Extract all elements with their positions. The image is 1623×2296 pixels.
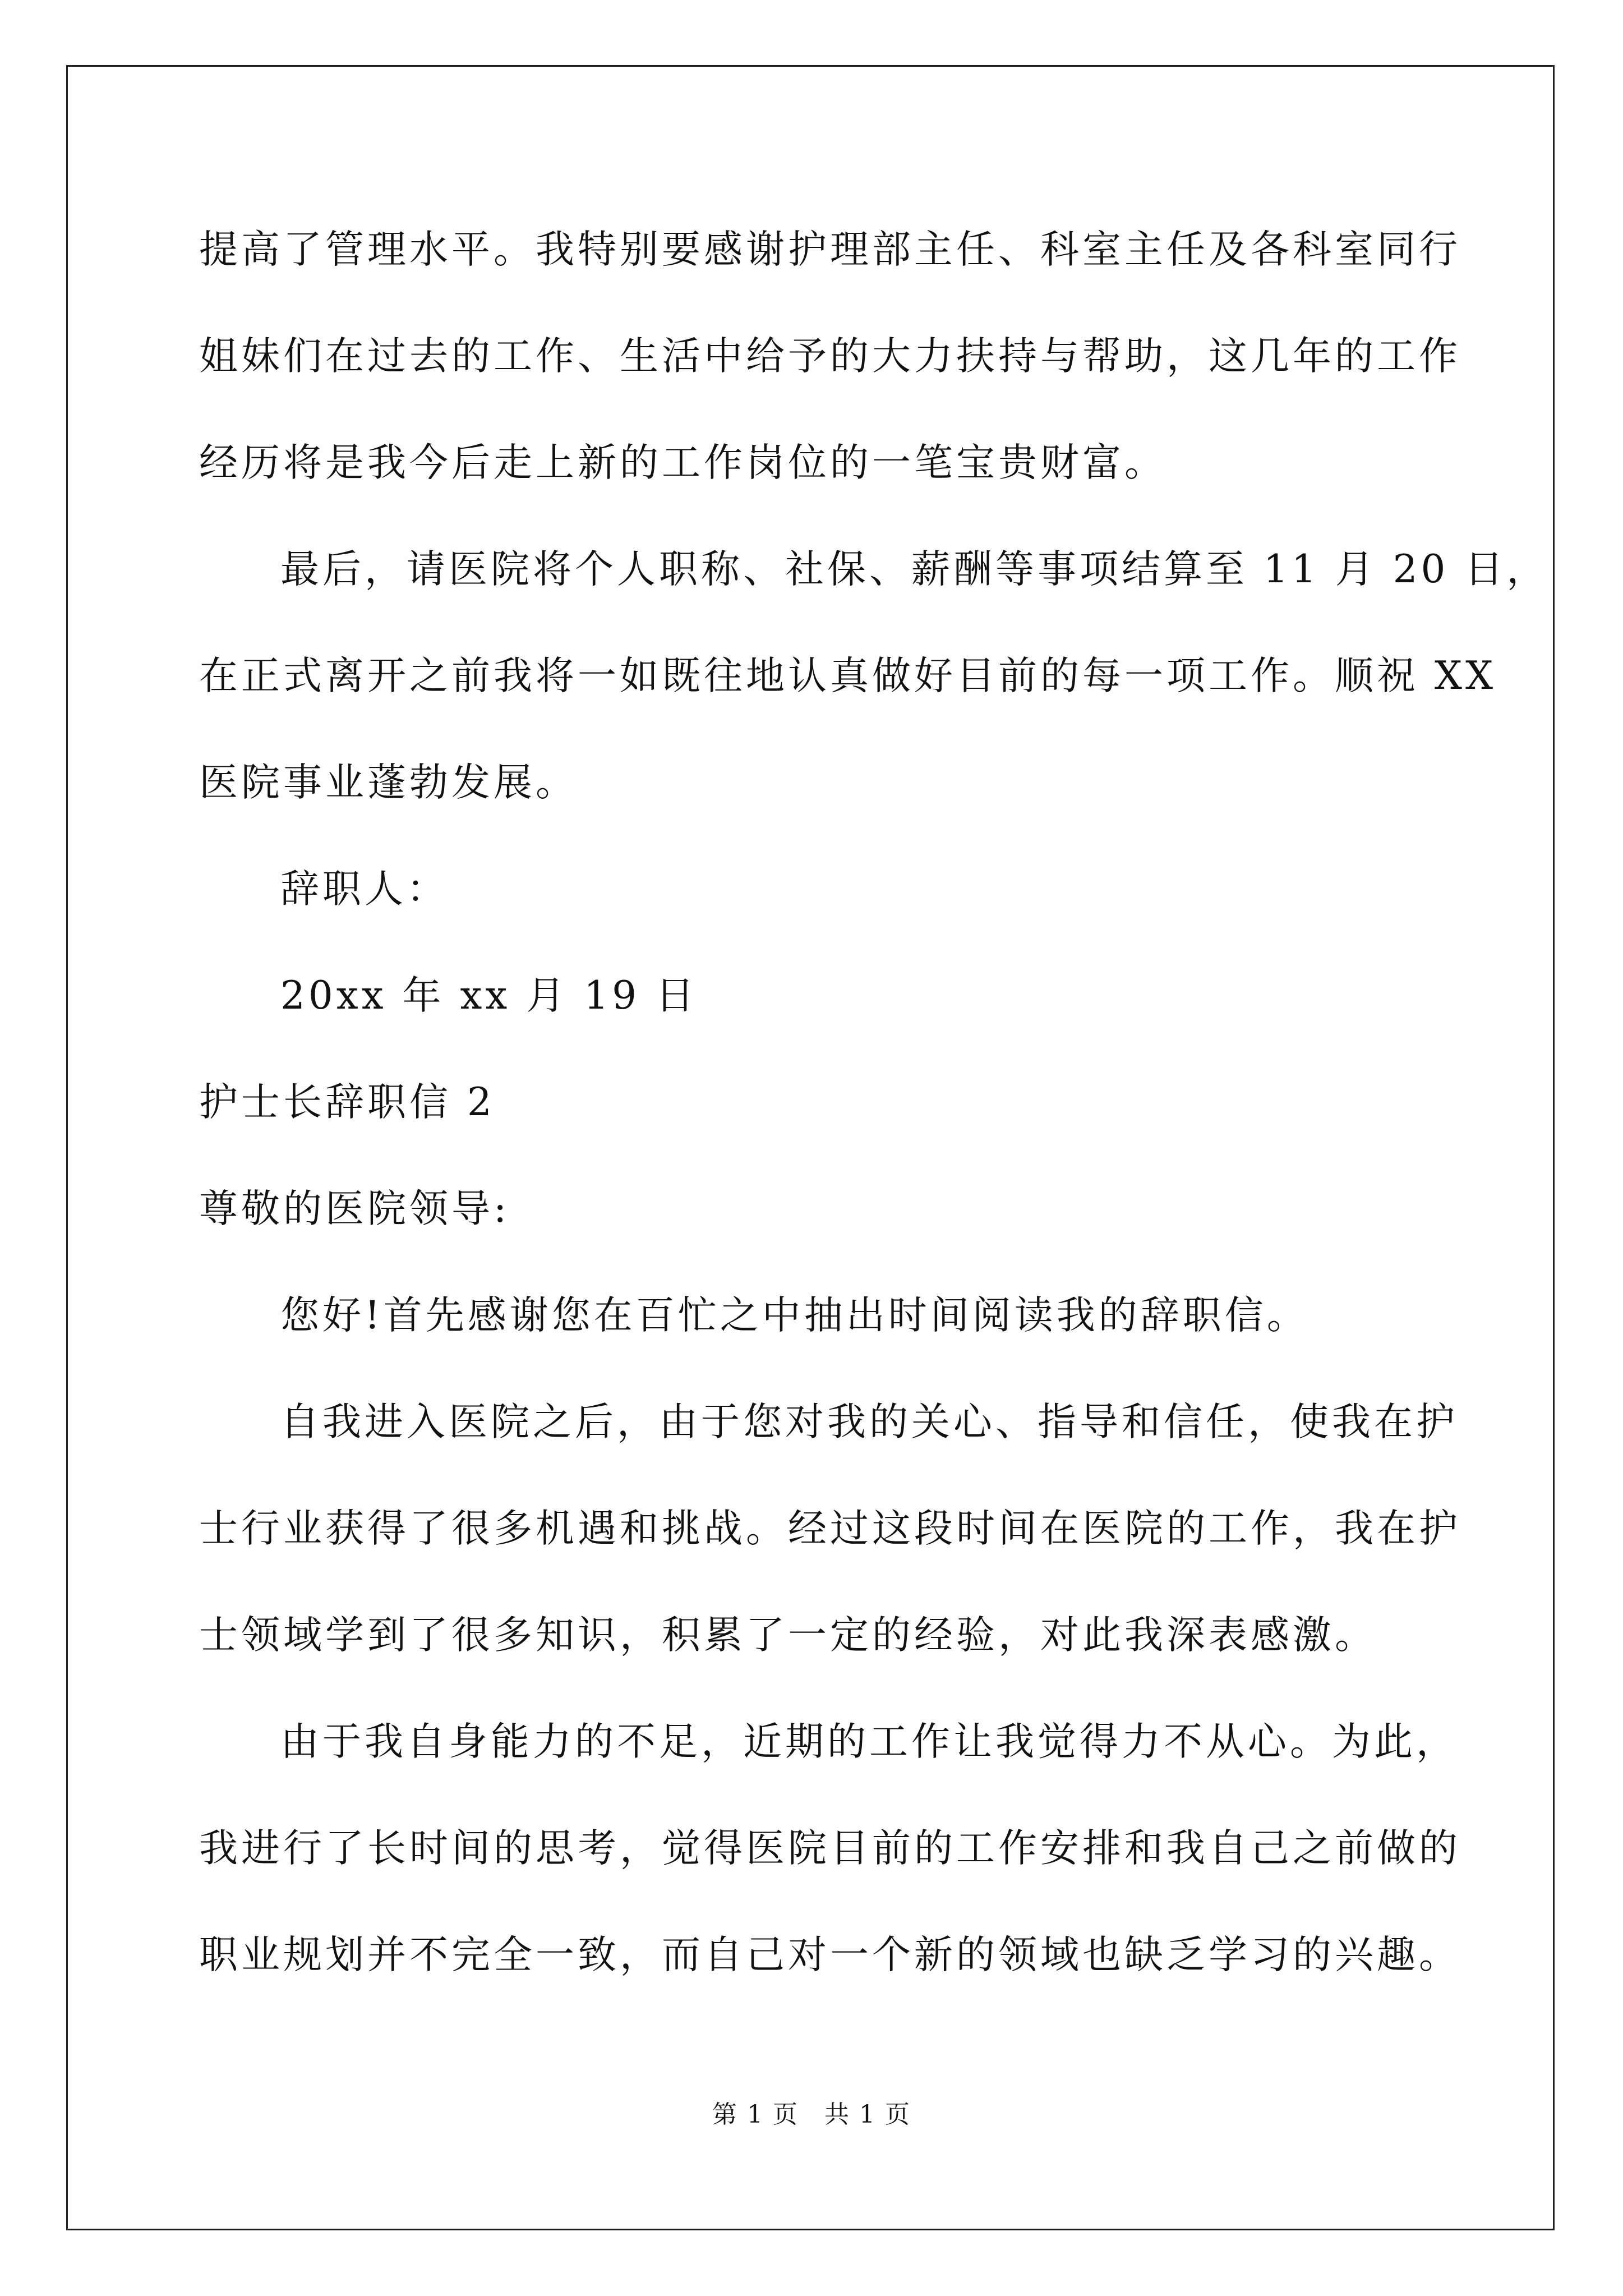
letter-title: 护士长辞职信 2 [199, 1080, 495, 1125]
body-line: 经历将是我今后走上新的工作岗位的一笔宝贵财富。 [199, 440, 1166, 485]
body-line: 您好!首先感谢您在百忙之中抽出时间阅读我的辞职信。 [280, 1293, 1309, 1338]
signature-date: 20xx 年 xx 月 19 日 [280, 973, 698, 1018]
body-line: 由于我自身能力的不足，近期的工作让我觉得力不从心。为此， [280, 1719, 1458, 1764]
body-line: 最后，请医院将个人职称、社保、薪酬等事项结算至 11 月 20 日， [280, 547, 1549, 592]
body-line: 医院事业蓬勃发展。 [199, 760, 578, 805]
page-footer: 第 1 页 共 1 页 [712, 2100, 911, 2129]
body-line: 在正式离开之前我将一如既往地认真做好目前的每一项工作。顺祝 XX [199, 654, 1497, 698]
body-line: 姐妹们在过去的工作、生活中给予的大力扶持与帮助，这几年的工作 [199, 334, 1461, 379]
body-line: 我进行了长时间的思考，觉得医院目前的工作安排和我自己之前做的 [199, 1826, 1461, 1871]
body-line: 士行业获得了很多机遇和挑战。经过这段时间在医院的工作，我在护 [199, 1506, 1461, 1551]
body-line: 提高了管理水平。我特别要感谢护理部主任、科室主任及各科室同行 [199, 227, 1461, 272]
body-line: 士领域学到了很多知识，积累了一定的经验，对此我深表感激。 [199, 1613, 1377, 1658]
salutation: 尊敬的医院领导: [199, 1186, 510, 1231]
signature-label: 辞职人： [280, 867, 449, 912]
body-line: 自我进入医院之后，由于您对我的关心、指导和信任，使我在护 [280, 1400, 1458, 1444]
body-line: 职业规划并不完全一致，而自己对一个新的领域也缺乏学习的兴趣。 [199, 1932, 1461, 1977]
page-border [66, 65, 1555, 2230]
